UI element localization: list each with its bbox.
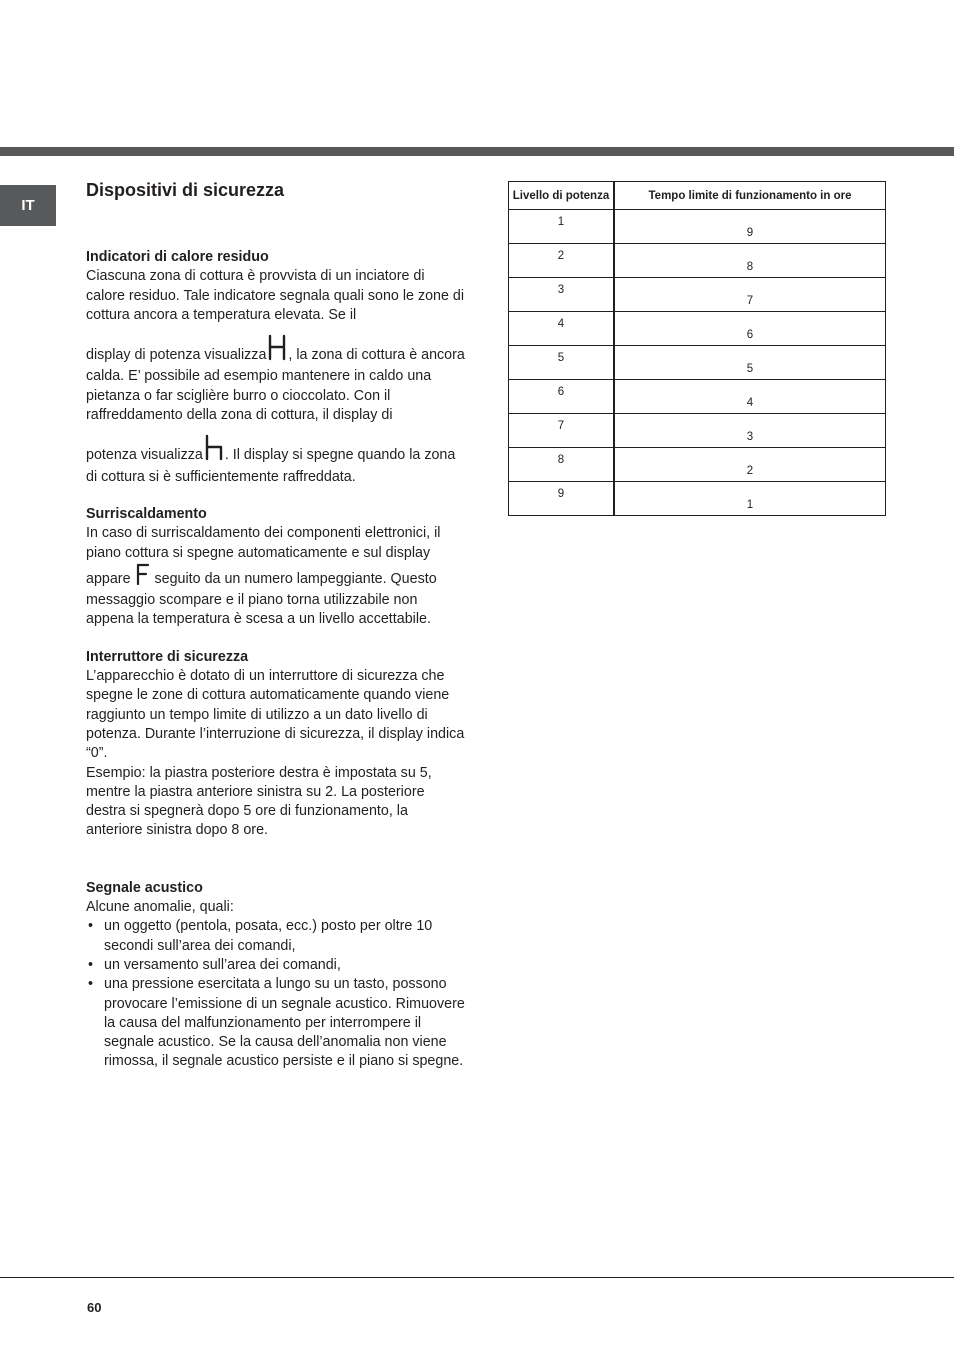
cell-time-limit: 9 [614, 210, 886, 244]
seven-segment-f-icon [136, 563, 150, 585]
power-limit-table [508, 181, 886, 516]
cell-time-limit: 8 [614, 244, 886, 278]
display-glyph-h-upper [267, 334, 287, 367]
table-row [509, 482, 886, 516]
residual-heat-text-3-post: . Il display si spegne quando la zona di cottura si è sufficientemente raffreddata. [86, 447, 456, 485]
display-glyph-h-lower [204, 434, 224, 467]
cell-power-level: 5 [509, 346, 615, 380]
cell-power-level: 3 [509, 278, 615, 312]
section-safety-switch [86, 648, 466, 841]
page-title: Dispositivi di sicurezza [86, 180, 285, 200]
residual-heat-text-3 [86, 434, 466, 487]
cell-power-level: 8 [509, 448, 615, 482]
cell-time-limit: 6 [614, 312, 886, 346]
table-row [509, 244, 886, 278]
table-row [509, 448, 886, 482]
section-title-overheating: Surriscaldamento [86, 505, 207, 522]
cell-time-limit: 1 [614, 482, 886, 516]
cell-time-limit: 2 [614, 448, 886, 482]
residual-heat-text-2-pre: display di potenza visualizza [86, 347, 267, 364]
residual-heat-text-2 [86, 334, 466, 425]
table-row [509, 380, 886, 414]
table-row [509, 346, 886, 380]
page-number: 60 [87, 1300, 102, 1315]
header-bar [0, 147, 954, 156]
table-row [509, 312, 886, 346]
display-glyph-f [136, 563, 150, 591]
acoustic-signal-list [86, 917, 466, 1071]
cell-time-limit: 4 [614, 380, 886, 414]
table-row [509, 278, 886, 312]
section-overheating [86, 505, 466, 630]
cell-power-level: 7 [509, 414, 615, 448]
seven-segment-h-upper-icon [267, 334, 287, 361]
safety-switch-text-1: L’apparecchio è dotato di un interruttore di sicurezza che spegne le zone di cottura automaticamente quando viene raggiunto un tempo limite di utilizzo a un dato livello di potenza. Durante l’interruzione di sicurezza, il display indica “0”. [86, 668, 465, 762]
safety-switch-text-2: Esempio: la piastra posteriore destra è impostata su 5, mentre la piastra anteriore sinistra su 2. La posteriore destra si spegnerà dopo 5 ore di funzionamento, la anteriore sinistra dopo 8 ore. [86, 764, 432, 839]
cell-time-limit: 5 [614, 346, 886, 380]
language-tab: IT [0, 185, 56, 226]
list-item: • un oggetto (pentola, posata, ecc.) posto per oltre 10 secondi sull’area dei comandi, [86, 917, 466, 956]
table-row [509, 210, 886, 244]
section-residual-heat [86, 248, 466, 487]
table-row [509, 414, 886, 448]
overheating-text-pre: In caso di surriscaldamento dei componenti elettronici, il piano cottura si spegne automaticamente e sul display appare [86, 525, 441, 587]
cell-power-level: 1 [509, 210, 615, 244]
header-power-level: Livello di potenza [509, 182, 615, 210]
residual-heat-text-3-pre: potenza visualizza [86, 447, 203, 464]
cell-time-limit: 7 [614, 278, 886, 312]
overheating-text [86, 524, 466, 629]
residual-heat-text-1: Ciascuna zona di cottura è provvista di un inciatore di calore residuo. Tale indicatore segnala quali sono le zone di cottura ancora a temperatura elevata. Se il [86, 268, 465, 323]
acoustic-signal-intro: Alcune anomalie, quali: [86, 899, 234, 916]
section-title-residual-heat: Indicatori di calore residuo [86, 249, 269, 265]
overheating-text-post: seguito da un numero lampeggiante. Questo messaggio scompare e il piano torna utilizzabile non appena la temperatura è scesa a un livello accettabile. [86, 570, 437, 628]
cell-power-level: 9 [509, 482, 615, 516]
list-item: • un versamento sull’area dei comandi, [86, 956, 466, 975]
seven-segment-h-lower-icon [204, 434, 224, 461]
main-content [86, 178, 466, 1090]
cell-power-level: 6 [509, 380, 615, 414]
list-item: • una pressione esercitata a lungo su un tasto, possono provocare l’emissione di un segnale acustico. Rimuovere la causa del malfunzionamento per interrompere il segnale acustico. Se la causa dell’anomalia non viene rimossa, il segnale acustico persiste e il piano si spegne. [86, 975, 466, 1071]
footer-rule [0, 1277, 954, 1278]
cell-power-level: 4 [509, 312, 615, 346]
section-acoustic-signal [86, 879, 466, 1072]
section-title-acoustic-signal: Segnale acustico [86, 879, 203, 896]
section-title-safety-switch: Interruttore di sicurezza [86, 648, 249, 665]
residual-heat-text-2-post: , la zona di cottura è ancora calda. E’ possibile ad esempio mantenere in caldo una pietanza o far sciglière burro o cioccolato. Con il raffreddamento della zona di cottura, il display di [86, 347, 465, 424]
table-header-row [509, 182, 886, 210]
header-time-limit: Tempo limite di funzionamento in ore [614, 182, 886, 210]
cell-time-limit: 3 [614, 414, 886, 448]
cell-power-level: 2 [509, 244, 615, 278]
